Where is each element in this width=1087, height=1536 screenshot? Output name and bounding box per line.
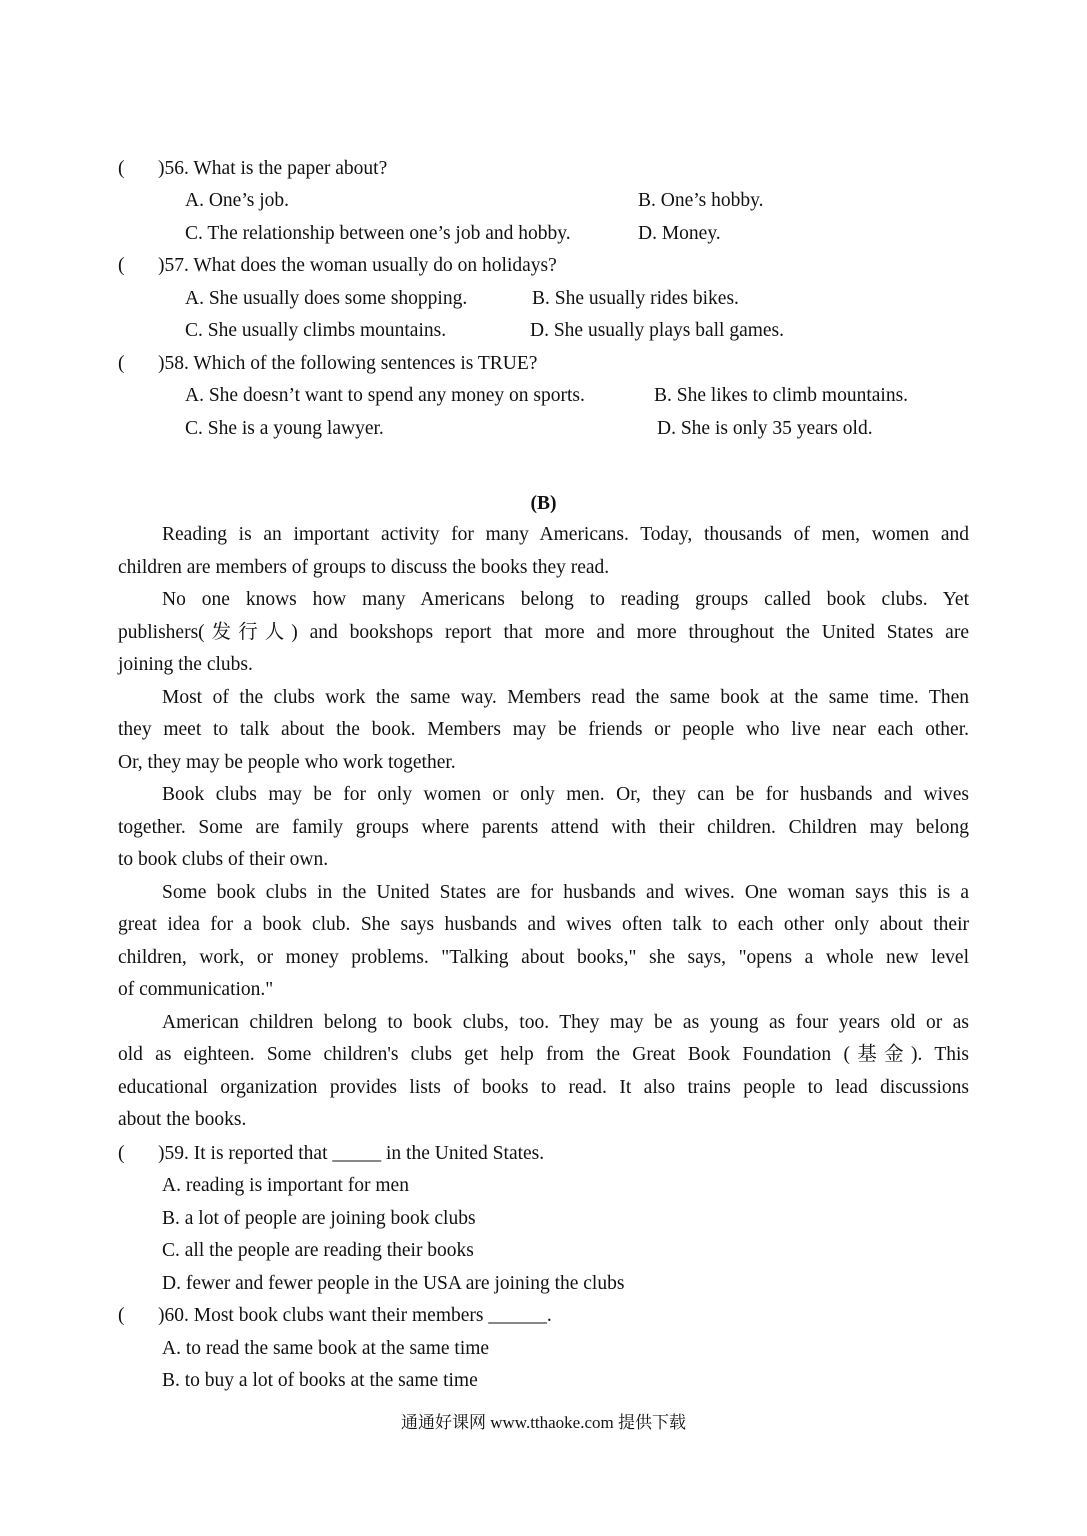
option-58-c: C. She is a young lawyer. — [185, 418, 384, 439]
option-56-d: D. Money. — [638, 223, 721, 244]
answer-paren: ( — [118, 1305, 125, 1326]
question-57-stem: ( )57. What does the woman usually do on holidays? — [118, 255, 557, 276]
answer-paren: ( — [118, 255, 125, 276]
option-57-c: C. She usually climbs mountains. — [185, 320, 447, 341]
option-57-b: B. She usually rides bikes. — [532, 288, 739, 309]
option-58-d: D. She is only 35 years old. — [657, 418, 873, 439]
option-56-b: B. One’s hobby. — [638, 190, 764, 211]
option-60-b: B. to buy a lot of books at the same time — [162, 1370, 478, 1391]
option-59-d: D. fewer and fewer people in the USA are joining the clubs — [162, 1273, 625, 1294]
question-59-stem: ( )59. It is reported that _____ in the United States. — [118, 1143, 545, 1164]
passage-paragraph-1: Reading is an important activity for many Americans. Today, thousands of men, women and children are members of groups to discuss the books they read. — [118, 524, 969, 578]
option-56-a: A. One’s job. — [185, 190, 289, 211]
passage-paragraph-6: American children belong to book clubs, too. They may be as young as four years old or as old as eighteen. Some children's clubs get help from the Great Book Foundation (基金). This educational organization provides lists of books to read. It also trains people to lead discussions about the books. — [118, 1011, 969, 1130]
answer-paren: ( — [118, 353, 125, 374]
passage-paragraph-5: Some book clubs in the United States are for husbands and wives. One woman says this is a great idea for a book club. She says husbands and wives often talk to each other only about their children, work, or money problems. "Talking about books," she says, "opens a whole new level of communication." — [118, 881, 969, 1000]
option-57-a: A. She usually does some shopping. — [185, 288, 468, 309]
section-b-heading: (B) — [530, 493, 557, 514]
option-58-b: B. She likes to climb mountains. — [654, 385, 909, 406]
option-59-b: B. a lot of people are joining book clubs — [162, 1208, 476, 1229]
option-59-a: A. reading is important for men — [162, 1175, 409, 1196]
question-56-stem: ( )56. What is the paper about? — [118, 158, 388, 179]
passage — [118, 519, 969, 1137]
option-57-d: D. She usually plays ball games. — [530, 320, 785, 341]
passage-paragraph-2: No one knows how many Americans belong to reading groups called book clubs. Yet publishers(发行人) and bookshops report that more and more throughout the United States are joining the clubs. — [118, 589, 969, 675]
passage-paragraph-4: Book clubs may be for only women or only men. Or, they can be for husbands and wives together. Some are family groups where parents attend with their children. Children may belong to book clubs of their own. — [118, 784, 969, 870]
option-59-c: C. all the people are reading their books — [162, 1240, 474, 1261]
passage-paragraph-3: Most of the clubs work the same way. Members read the same book at the same time. Then they meet to talk about the book. Members may be friends or people who live near each other. Or, they may be people who work together. — [118, 686, 969, 773]
question-58-stem: ( )58. Which of the following sentences is TRUE? — [118, 353, 538, 374]
question-60-stem: ( )60. Most book clubs want their members ______. — [118, 1305, 552, 1326]
answer-paren: ( — [118, 1143, 125, 1164]
option-56-c: C. The relationship between one’s job and hobby. — [185, 223, 571, 244]
option-60-a: A. to read the same book at the same time — [162, 1338, 490, 1359]
option-58-a: A. She doesn’t want to spend any money on sports. — [185, 385, 585, 406]
answer-paren: ( — [118, 158, 125, 179]
footer-watermark: 通通好课网 www.tthaoke.com 提供下载 — [400, 1413, 687, 1432]
